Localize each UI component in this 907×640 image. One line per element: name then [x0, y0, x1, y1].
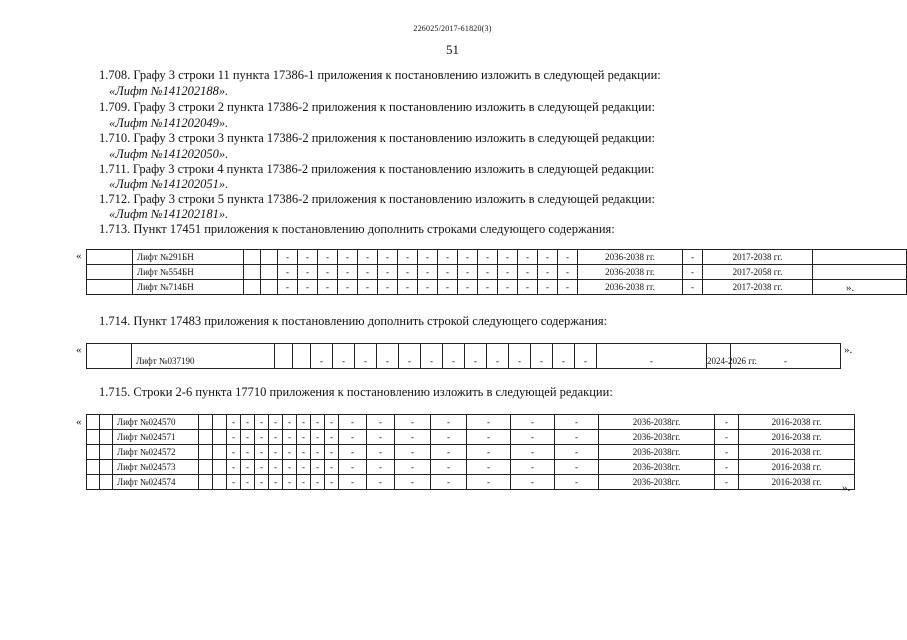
dash-cell: - — [511, 430, 555, 445]
dash-cell: - — [311, 460, 325, 475]
period-cell: 2036-2038гг. — [599, 445, 715, 460]
dash-cell: - — [487, 344, 509, 369]
paragraph-1711: 1.711. Графу 3 строки 4 пункта 17386-2 приложения к постановлению изложить в следующей редакции: — [99, 162, 655, 176]
dash-cell: - — [358, 265, 378, 280]
dash-cell: - — [283, 445, 297, 460]
dash-cell: - — [278, 250, 298, 265]
empty-cell — [213, 460, 227, 475]
empty-cell — [87, 250, 133, 265]
dash-cell: - — [518, 250, 538, 265]
dash-cell: - — [333, 344, 355, 369]
period-cell: 2036-2038 гг. — [578, 250, 683, 265]
dash-cell: - — [511, 445, 555, 460]
total-period-cell: 2016-2038 гг. — [739, 415, 855, 430]
paragraph-1714: 1.714. Пункт 17483 приложения к постановлению дополнить строкой следующего содержания: — [99, 314, 608, 328]
dash-cell: - — [465, 344, 487, 369]
dash-cell: - — [395, 430, 431, 445]
dash-cell: - — [297, 445, 311, 460]
dash-cell: - — [283, 460, 297, 475]
empty-cell — [100, 460, 113, 475]
paragraph-1709: 1.709. Графу 3 строки 2 пункта 17386-2 приложения к постановлению изложить в следующей редакции: — [99, 100, 655, 114]
empty-cell — [100, 475, 113, 490]
dash-cell: - — [431, 460, 467, 475]
paragraph-1712: 1.712. Графу 3 строки 5 пункта 17386-2 приложения к постановлению изложить в следующей редакции: — [99, 192, 655, 206]
empty-cell — [199, 460, 213, 475]
empty-cell — [199, 415, 213, 430]
dash-cell: - — [378, 280, 398, 295]
dash-cell: - — [227, 415, 241, 430]
period-cell: 2036-2038гг. — [599, 475, 715, 490]
empty-cell — [813, 265, 907, 280]
mid-cell: - — [683, 250, 703, 265]
paragraph-1711-value: «Лифт №141202051». — [109, 177, 229, 191]
mid-cell: - — [715, 445, 739, 460]
total-period-cell: 2016-2038 гг. — [739, 445, 855, 460]
dash-cell: - — [458, 265, 478, 280]
dash-cell: - — [431, 430, 467, 445]
total-period-cell: 2017-2038 гг. — [703, 250, 813, 265]
dash-cell: - — [278, 280, 298, 295]
paragraph-1710-value: «Лифт №141202050». — [109, 147, 229, 161]
period-cell: 2024-2026 гг. — [707, 344, 731, 369]
dash-cell: - — [339, 475, 367, 490]
dash-cell: - — [478, 250, 498, 265]
table-row — [87, 415, 855, 430]
dash-cell: - — [395, 460, 431, 475]
page-number: 51 — [446, 42, 459, 57]
dash-cell: - — [431, 445, 467, 460]
empty-cell — [244, 280, 261, 295]
object-name-cell: Лифт №024574 — [113, 475, 199, 490]
total-period-cell: 2016-2038 гг. — [739, 475, 855, 490]
dash-cell: - — [269, 415, 283, 430]
total-period-cell: 2017-2038 гг. — [703, 280, 813, 295]
mid-cell: - — [715, 460, 739, 475]
dash-cell: - — [467, 460, 511, 475]
empty-cell — [100, 445, 113, 460]
dash-cell: - — [358, 250, 378, 265]
dash-cell: - — [518, 265, 538, 280]
empty-cell — [87, 265, 133, 280]
dash-cell: - — [377, 344, 399, 369]
dash-cell: - — [367, 415, 395, 430]
dash-cell: - — [325, 430, 339, 445]
dash-cell: - — [431, 415, 467, 430]
dash-cell: - — [241, 460, 255, 475]
object-name-cell: Лифт №037190 — [132, 344, 275, 369]
dash-cell: - — [355, 344, 377, 369]
table-row — [87, 280, 907, 295]
dash-cell: - — [509, 344, 531, 369]
dash-cell: - — [339, 430, 367, 445]
dash-cell: - — [558, 250, 578, 265]
dash-cell: - — [575, 344, 597, 369]
dash-cell: - — [339, 460, 367, 475]
dash-cell: - — [378, 250, 398, 265]
mid-cell: - — [683, 280, 703, 295]
object-name-cell: Лифт №024573 — [113, 460, 199, 475]
paragraph-1710: 1.710. Графу 3 строки 3 пункта 17386-2 приложения к постановлению изложить в следующей редакции: — [99, 131, 655, 145]
dash-cell: - — [325, 460, 339, 475]
dash-cell: - — [438, 280, 458, 295]
dash-cell: - — [297, 430, 311, 445]
dash-cell: - — [367, 430, 395, 445]
dash-cell: - — [367, 475, 395, 490]
dash-cell: - — [478, 265, 498, 280]
dash-cell: - — [478, 280, 498, 295]
dash-cell: - — [298, 280, 318, 295]
dash-cell: - — [255, 415, 269, 430]
empty-cell — [213, 445, 227, 460]
dash-cell: - — [597, 344, 707, 369]
dash-cell: - — [398, 250, 418, 265]
mid-cell: - — [715, 475, 739, 490]
empty-cell — [261, 265, 278, 280]
dash-cell: - — [531, 344, 553, 369]
document-id: 226025/2017-61820(3) — [413, 24, 492, 33]
dash-cell: - — [467, 475, 511, 490]
dash-cell: - — [538, 280, 558, 295]
table-17483 — [86, 343, 841, 369]
empty-cell — [199, 430, 213, 445]
dash-cell: - — [318, 280, 338, 295]
total-period-cell: 2017-2058 гг. — [703, 265, 813, 280]
empty-cell — [100, 430, 113, 445]
dash-cell: - — [395, 475, 431, 490]
mid-cell: - — [715, 430, 739, 445]
dash-cell: - — [558, 280, 578, 295]
empty-cell — [261, 250, 278, 265]
dash-cell: - — [298, 250, 318, 265]
dash-cell: - — [367, 460, 395, 475]
empty-cell — [87, 445, 100, 460]
paragraph-1708-value: «Лифт №141202188». — [109, 84, 229, 98]
table1-open-quote: « — [76, 250, 82, 262]
dash-cell: - — [438, 265, 458, 280]
dash-cell: - — [498, 250, 518, 265]
object-name-cell: Лифт №024570 — [113, 415, 199, 430]
dash-cell: - — [227, 430, 241, 445]
mid-cell: - — [715, 415, 739, 430]
dash-cell: - — [241, 415, 255, 430]
dash-cell: - — [311, 344, 333, 369]
total-period-cell: 2016-2038 гг. — [739, 430, 855, 445]
dash-cell: - — [311, 445, 325, 460]
dash-cell: - — [278, 265, 298, 280]
dash-cell: - — [339, 445, 367, 460]
object-name-cell: Лифт №291БН — [133, 250, 244, 265]
dash-cell: - — [421, 344, 443, 369]
period-cell: 2036-2038 гг. — [578, 280, 683, 295]
empty-cell — [87, 460, 100, 475]
paragraph-1708: 1.708. Графу 3 строки 11 пункта 17386-1 приложения к постановлению изложить в следующей редакции: — [99, 68, 661, 82]
paragraph-1713: 1.713. Пункт 17451 приложения к постановлению дополнить строками следующего содержания: — [99, 222, 615, 236]
dash-cell: - — [255, 460, 269, 475]
dash-cell: - — [339, 415, 367, 430]
dash-cell: - — [311, 415, 325, 430]
object-name-cell: Лифт №714БН — [133, 280, 244, 295]
table2-open-quote: « — [76, 344, 82, 356]
table-row — [87, 445, 855, 460]
dash-cell: - — [297, 415, 311, 430]
dash-cell: - — [241, 475, 255, 490]
dash-cell: - — [338, 280, 358, 295]
table-row — [87, 430, 855, 445]
table-17451 — [86, 249, 907, 295]
empty-cell — [213, 475, 227, 490]
table-row — [87, 475, 855, 490]
dash-cell: - — [378, 265, 398, 280]
dash-cell: - — [358, 280, 378, 295]
empty-cell — [87, 344, 132, 369]
table-row — [87, 344, 841, 369]
empty-cell — [213, 415, 227, 430]
dash-cell: - — [311, 475, 325, 490]
total-period-cell: 2016-2038 гг. — [739, 460, 855, 475]
table3-close-quote: ». — [842, 482, 851, 494]
dash-cell: - — [255, 475, 269, 490]
table-row — [87, 460, 855, 475]
dash-cell: - — [555, 430, 599, 445]
dash-cell: - — [367, 445, 395, 460]
dash-cell: - — [395, 415, 431, 430]
dash-cell: - — [255, 430, 269, 445]
dash-cell: - — [283, 475, 297, 490]
dash-cell: - — [297, 475, 311, 490]
dash-cell: - — [538, 265, 558, 280]
dash-cell: - — [255, 445, 269, 460]
empty-cell — [87, 430, 100, 445]
dash-cell: - — [241, 445, 255, 460]
period-cell: 2036-2038гг. — [599, 415, 715, 430]
dash-cell: - — [498, 280, 518, 295]
empty-cell — [275, 344, 293, 369]
empty-cell — [261, 280, 278, 295]
empty-cell — [244, 265, 261, 280]
dash-cell: - — [325, 445, 339, 460]
dash-cell: - — [338, 265, 358, 280]
object-name-cell: Лифт №554БН — [133, 265, 244, 280]
dash-cell: - — [325, 475, 339, 490]
dash-cell: - — [467, 445, 511, 460]
empty-cell — [199, 445, 213, 460]
object-name-cell: Лифт №024572 — [113, 445, 199, 460]
dash-cell: - — [269, 475, 283, 490]
dash-cell: - — [467, 430, 511, 445]
dash-cell: - — [269, 445, 283, 460]
paragraph-1715: 1.715. Строки 2-6 пункта 17710 приложения к постановлению изложить в следующей редакции: — [99, 385, 613, 399]
dash-cell: - — [395, 445, 431, 460]
dash-cell: - — [269, 460, 283, 475]
table-17710 — [86, 414, 855, 490]
dash-cell: - — [418, 250, 438, 265]
dash-cell: - — [431, 475, 467, 490]
empty-cell — [813, 250, 907, 265]
dash-cell: - — [555, 460, 599, 475]
dash-cell: - — [418, 265, 438, 280]
dash-cell: - — [399, 344, 421, 369]
dash-cell: - — [555, 415, 599, 430]
dash-cell: - — [398, 265, 418, 280]
dash-cell: - — [511, 460, 555, 475]
dash-cell: - — [298, 265, 318, 280]
empty-cell — [87, 475, 100, 490]
dash-cell: - — [511, 415, 555, 430]
dash-cell: - — [458, 250, 478, 265]
table-row — [87, 250, 907, 265]
dash-cell: - — [227, 445, 241, 460]
dash-cell: - — [538, 250, 558, 265]
mid-cell: - — [731, 344, 841, 369]
dash-cell: - — [555, 445, 599, 460]
dash-cell: - — [283, 415, 297, 430]
period-cell: 2036-2038 гг. — [578, 265, 683, 280]
dash-cell: - — [467, 415, 511, 430]
table3-open-quote: « — [76, 416, 82, 428]
empty-cell — [100, 415, 113, 430]
dash-cell: - — [318, 250, 338, 265]
dash-cell: - — [318, 265, 338, 280]
object-name-cell: Лифт №024571 — [113, 430, 199, 445]
dash-cell: - — [398, 280, 418, 295]
paragraph-1712-value: «Лифт №141202181». — [109, 207, 229, 221]
paragraph-1709-value: «Лифт №141202049». — [109, 116, 229, 130]
dash-cell: - — [553, 344, 575, 369]
empty-cell — [87, 280, 133, 295]
dash-cell: - — [443, 344, 465, 369]
mid-cell: - — [683, 265, 703, 280]
table-row — [87, 265, 907, 280]
dash-cell: - — [241, 430, 255, 445]
table1-close-quote: ». — [846, 282, 855, 294]
dash-cell: - — [418, 280, 438, 295]
empty-cell — [199, 475, 213, 490]
dash-cell: - — [297, 460, 311, 475]
dash-cell: - — [558, 265, 578, 280]
table2-close-quote: ». — [844, 344, 853, 356]
dash-cell: - — [227, 475, 241, 490]
dash-cell: - — [311, 430, 325, 445]
empty-cell — [813, 280, 907, 295]
period-cell: 2036-2038гг. — [599, 460, 715, 475]
empty-cell — [213, 430, 227, 445]
dash-cell: - — [283, 430, 297, 445]
dash-cell: - — [269, 430, 283, 445]
dash-cell: - — [325, 415, 339, 430]
dash-cell: - — [227, 460, 241, 475]
dash-cell: - — [338, 250, 358, 265]
dash-cell: - — [518, 280, 538, 295]
period-cell: 2036-2038гг. — [599, 430, 715, 445]
dash-cell: - — [555, 475, 599, 490]
dash-cell: - — [458, 280, 478, 295]
empty-cell — [87, 415, 100, 430]
dash-cell: - — [511, 475, 555, 490]
dash-cell: - — [438, 250, 458, 265]
empty-cell — [293, 344, 311, 369]
dash-cell: - — [498, 265, 518, 280]
empty-cell — [244, 250, 261, 265]
